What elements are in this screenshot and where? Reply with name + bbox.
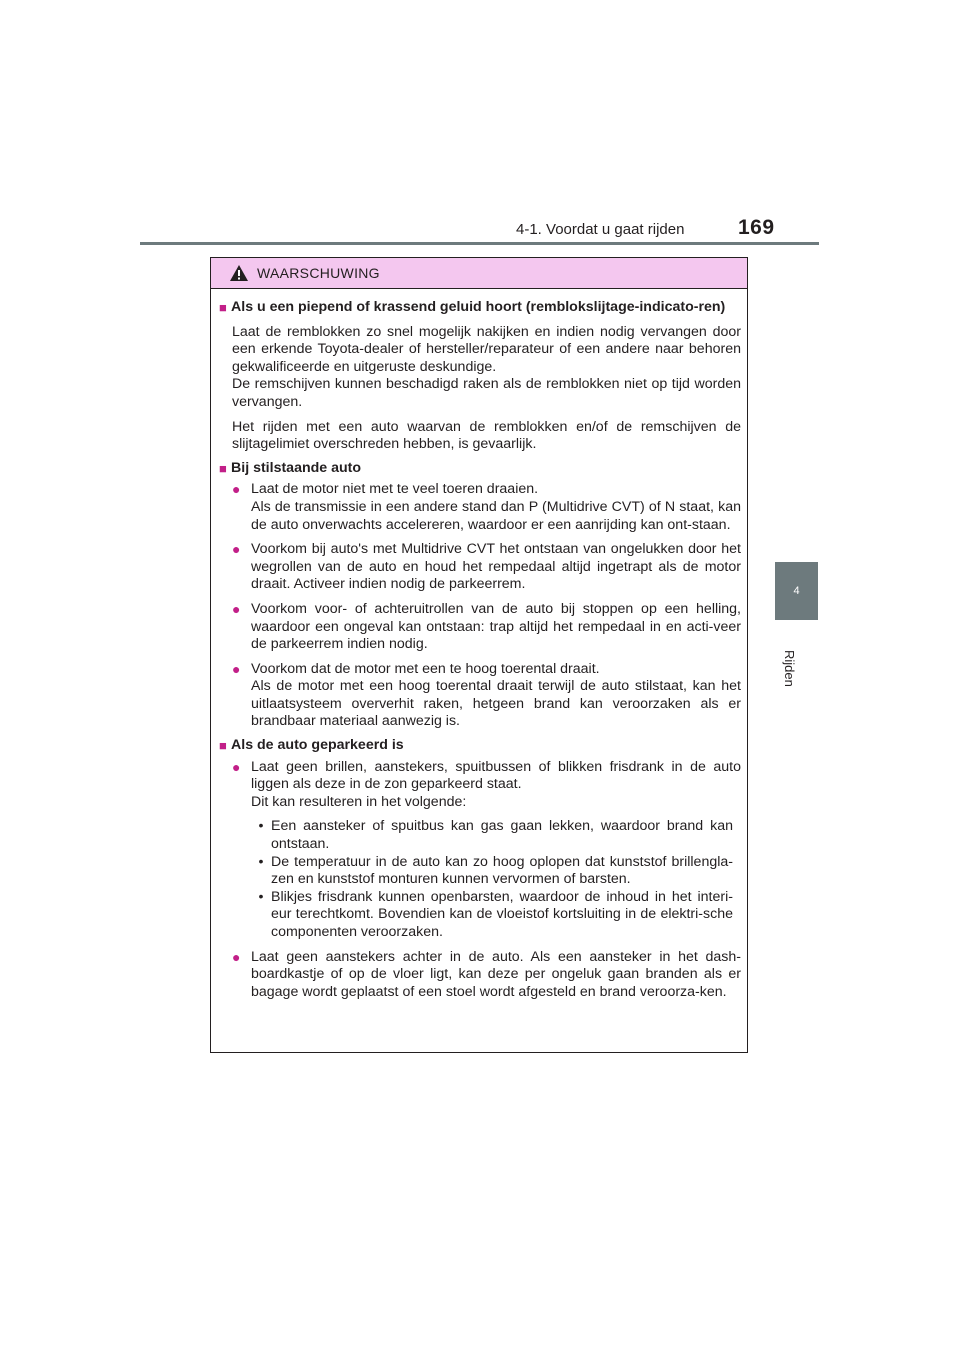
warning-box: [210, 257, 748, 1053]
dot-bullet-icon: ●: [232, 660, 241, 677]
header-rule: [140, 242, 819, 245]
list-item: ● Laat geen aanstekers achter in de auto. Als een aansteker in het dash-boardkastje of op de vloer ligt, kan deze per ongeluk gaan branden als er bagage wordt geplaatst of een stoel wordt afgesteld en brand veroorza-ken.: [232, 948, 741, 1000]
square-bullet-icon: ■: [219, 460, 227, 476]
chapter-number: 4: [793, 585, 800, 597]
warning-heading: WAARSCHUWING: [257, 265, 380, 281]
square-bullet-icon: ■: [219, 300, 227, 315]
section-brake-noise: [219, 299, 741, 454]
sub-list: [251, 818, 741, 941]
list-item: ● Voorkom dat de motor met een te hoog toerental draait. Als de motor met een hoog toerental draait terwijl de auto stilstaat, kan het uitlaatsysteem oververhit raken, hetgeen brand kan veroorzaken als er brandbaar materiaal aanwezig is.: [232, 660, 741, 730]
list-item: ● Voorkom voor- of achteruitrollen van de auto bij stoppen op een helling, waardoor een ongeval kan ontstaan: trap altijd het rempedaal in en acti-veer de parkeerrem indien nodig.: [232, 600, 741, 653]
section-title: ■ Als de auto geparkeerd is: [219, 737, 404, 754]
chapter-tab: [775, 562, 818, 620]
dot-bullet-icon: ●: [232, 541, 241, 558]
section-parked: [219, 737, 741, 1001]
list-item: ● Laat geen brillen, aanstekers, spuitbussen of blikken frisdrank in de auto liggen als deze in de zon geparkeerd staat. Dit kan resulteren in het volgende: • Een aansteker of spuitbus kan gas gaan lekken, waardoor brand kan ontstaan. • De temperatuur in de auto kan zo hoog oplopen dat kunststof brillengla-zen en kunststof monturen kunnen vervormen of barsten. • Blikjes frisdrank kunnen openbarsten, waardoor de inhoud in het interi-eur terechtkomt. Bovendien kan de vloeistof kortsluiting in de elektri-sche componenten veroorzaken.: [232, 758, 741, 940]
list-item: ● Laat de motor niet met te veel toeren draaien. Als de transmissie in een andere stand dan P (Multidrive CVT) of N staat, kan de auto onverwachts accelereren, waardoor er een aanrijding kan ont-staan.: [232, 481, 741, 533]
dot-bullet-icon: ●: [232, 600, 241, 617]
sub-list-item: • De temperatuur in de auto kan zo hoog oplopen dat kunststof brillengla-zen en kunststof monturen kunnen vervormen of barsten.: [258, 853, 733, 888]
warning-body: [211, 289, 747, 1001]
paragraph: Laat de remblokken zo snel mogelijk nakijken en indien nodig vervangen door een erkende Toyota-dealer of hersteller/reparateur of een andere naar behoren gekwalificeerde en uitgeruste deskundige. De remschijven kunnen beschadigd raken als de remblokken niet op tijd worden vervangen.: [232, 323, 741, 410]
section-title: ■ Bij stilstaande auto: [219, 459, 362, 476]
sub-list-item: • Een aansteker of spuitbus kan gas gaan lekken, waardoor brand kan ontstaan.: [258, 818, 733, 853]
section-stationary: [219, 460, 741, 731]
warning-triangle-icon: [229, 264, 249, 282]
square-bullet-icon: ■: [219, 738, 227, 754]
dot-bullet-icon: ●: [232, 758, 241, 775]
header-section-title: 4-1. Voordat u gaat rijden: [516, 221, 685, 238]
warning-header: [211, 258, 747, 289]
dot-bullet-icon: ●: [232, 948, 241, 965]
sub-list-item: • Blikjes frisdrank kunnen openbarsten, waardoor de inhoud in het interi-eur terechtkomt. Bovendien kan de vloeistof kortsluiting in de elektri-sche componenten veroorzaken.: [258, 888, 733, 940]
paragraph: Het rijden met een auto waarvan de remblokken en/of de remschijven de slijtagelimiet overschreden hebben, is gevaarlijk.: [232, 418, 741, 453]
page-number: 169: [738, 216, 775, 239]
section-title: ■ Als u een piepend of krassend geluid hoort (remblokslijtage-indicato-ren): [219, 299, 726, 315]
chapter-label: Rijden: [782, 650, 797, 687]
dot-bullet-icon: ●: [232, 481, 241, 498]
list-item: ● Voorkom bij auto's met Multidrive CVT het ontstaan van ongelukken door het wegrollen van de auto en houd het rempedaal altijd ingetrapt als de motor draait. Activeer indien nodig de parkeerrem.: [232, 541, 741, 593]
